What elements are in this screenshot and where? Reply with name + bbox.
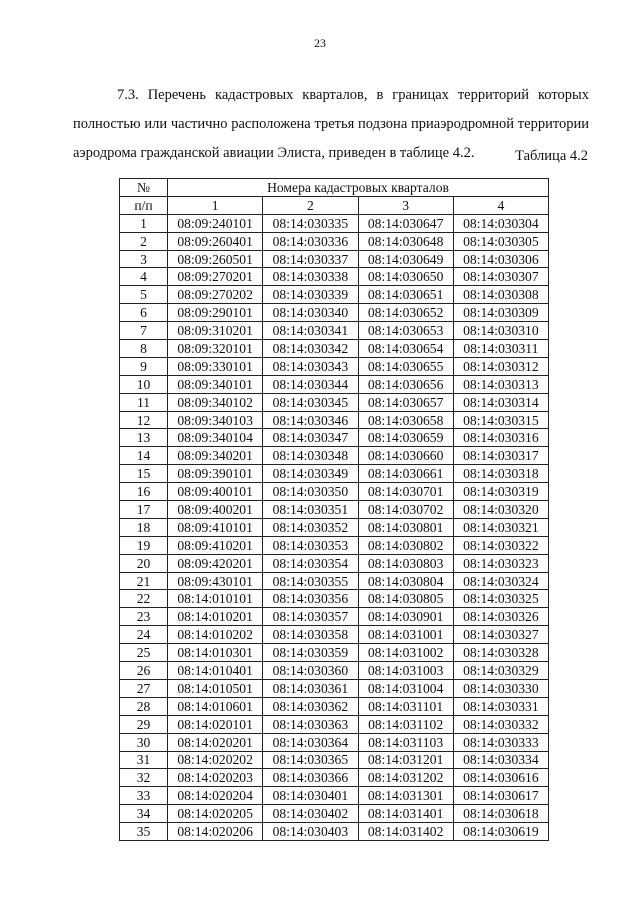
row-number: 2 — [120, 232, 168, 250]
table-row — [120, 715, 549, 733]
table-row — [120, 286, 549, 304]
table-cell: 08:14:030362 — [263, 697, 358, 715]
table-cell: 08:14:030901 — [358, 608, 453, 626]
table-cell: 08:14:020205 — [168, 805, 263, 823]
table-row — [120, 536, 549, 554]
table-cell: 08:09:340101 — [168, 375, 263, 393]
header-num-top: № — [120, 179, 168, 197]
row-number: 21 — [120, 572, 168, 590]
table-cell: 08:14:030305 — [453, 232, 548, 250]
intro-paragraph: 7.3. Перечень кадастровых кварталов, в границах территорий которых полностью или частично расположена третья подзона приаэродромной территории аэродрома гражданской авиации Элиста, приведен в таблице 4.2. — [73, 86, 589, 161]
table-row — [120, 679, 549, 697]
table-cell: 08:14:030317 — [453, 447, 548, 465]
table-row — [120, 662, 549, 680]
table-cell: 08:14:030324 — [453, 572, 548, 590]
table-cell: 08:14:030341 — [263, 322, 358, 340]
table-cell: 08:14:030320 — [453, 501, 548, 519]
header-group: Номера кадастровых кварталов — [168, 179, 549, 197]
table-cell: 08:14:030334 — [453, 751, 548, 769]
table-cell: 08:14:030330 — [453, 679, 548, 697]
table-cell: 08:14:030658 — [358, 411, 453, 429]
table-cell: 08:09:400201 — [168, 501, 263, 519]
table-cell: 08:14:030315 — [453, 411, 548, 429]
table-cell: 08:09:410201 — [168, 536, 263, 554]
table-cell: 08:14:030307 — [453, 268, 548, 286]
row-number: 23 — [120, 608, 168, 626]
table-cell: 08:14:030309 — [453, 304, 548, 322]
table-row — [120, 429, 549, 447]
row-number: 34 — [120, 805, 168, 823]
table-cell: 08:14:030619 — [453, 823, 548, 841]
table-cell: 08:09:400101 — [168, 483, 263, 501]
table-row — [120, 268, 549, 286]
row-number: 32 — [120, 769, 168, 787]
table-cell: 08:14:030304 — [453, 214, 548, 232]
table-cell: 08:14:030803 — [358, 554, 453, 572]
table-cell: 08:14:030345 — [263, 393, 358, 411]
table-row — [120, 250, 549, 268]
row-number: 28 — [120, 697, 168, 715]
table-row — [120, 322, 549, 340]
table-cell: 08:14:030804 — [358, 572, 453, 590]
table-cell: 08:14:010201 — [168, 608, 263, 626]
row-number: 13 — [120, 429, 168, 447]
table-cell: 08:14:030325 — [453, 590, 548, 608]
table-cell: 08:14:031201 — [358, 751, 453, 769]
table-row — [120, 411, 549, 429]
table-cell: 08:14:030332 — [453, 715, 548, 733]
table-cell: 08:09:340102 — [168, 393, 263, 411]
row-number: 15 — [120, 465, 168, 483]
table-cell: 08:14:010202 — [168, 626, 263, 644]
table-row — [120, 483, 549, 501]
table-cell: 08:14:020202 — [168, 751, 263, 769]
table-cell: 08:09:260401 — [168, 232, 263, 250]
table-cell: 08:14:031003 — [358, 662, 453, 680]
table-cell: 08:14:031301 — [358, 787, 453, 805]
row-number: 24 — [120, 626, 168, 644]
table-cell: 08:14:030805 — [358, 590, 453, 608]
table-row — [120, 501, 549, 519]
table-cell: 08:14:030353 — [263, 536, 358, 554]
row-number: 20 — [120, 554, 168, 572]
table-cell: 08:14:030655 — [358, 357, 453, 375]
table-cell: 08:14:030361 — [263, 679, 358, 697]
cadastral-quarters-table — [119, 178, 549, 841]
table-cell: 08:14:030352 — [263, 518, 358, 536]
table-row — [120, 232, 549, 250]
row-number: 11 — [120, 393, 168, 411]
table-cell: 08:14:010601 — [168, 697, 263, 715]
table-cell: 08:14:030340 — [263, 304, 358, 322]
table-row — [120, 751, 549, 769]
row-number: 25 — [120, 644, 168, 662]
row-number: 30 — [120, 733, 168, 751]
row-number: 22 — [120, 590, 168, 608]
table-row — [120, 304, 549, 322]
table-cell: 08:14:030401 — [263, 787, 358, 805]
table-cell: 08:09:270202 — [168, 286, 263, 304]
table-cell: 08:09:420201 — [168, 554, 263, 572]
table-cell: 08:14:030329 — [453, 662, 548, 680]
table-cell: 08:14:020101 — [168, 715, 263, 733]
row-number: 1 — [120, 214, 168, 232]
table-row — [120, 518, 549, 536]
row-number: 18 — [120, 518, 168, 536]
table-cell: 08:14:010501 — [168, 679, 263, 697]
row-number: 16 — [120, 483, 168, 501]
table-cell: 08:14:030326 — [453, 608, 548, 626]
table-cell: 08:14:030316 — [453, 429, 548, 447]
table-cell: 08:14:030314 — [453, 393, 548, 411]
row-number: 8 — [120, 340, 168, 358]
row-number: 4 — [120, 268, 168, 286]
table-cell: 08:14:030365 — [263, 751, 358, 769]
column-header: 1 — [168, 196, 263, 214]
table-cell: 08:14:030306 — [453, 250, 548, 268]
table-cell: 08:14:031004 — [358, 679, 453, 697]
table-cell: 08:14:030347 — [263, 429, 358, 447]
table-cell: 08:14:030351 — [263, 501, 358, 519]
table-row — [120, 644, 549, 662]
table-cell: 08:14:030618 — [453, 805, 548, 823]
table-cell: 08:09:240101 — [168, 214, 263, 232]
table-cell: 08:14:030331 — [453, 697, 548, 715]
table-cell: 08:14:030802 — [358, 536, 453, 554]
table-row — [120, 214, 549, 232]
table-cell: 08:14:030312 — [453, 357, 548, 375]
table-cell: 08:09:310201 — [168, 322, 263, 340]
table-cell: 08:14:030333 — [453, 733, 548, 751]
table-cell: 08:14:030321 — [453, 518, 548, 536]
table-cell: 08:14:030338 — [263, 268, 358, 286]
table-cell: 08:09:340201 — [168, 447, 263, 465]
table-cell: 08:14:030337 — [263, 250, 358, 268]
table-cell: 08:09:340104 — [168, 429, 263, 447]
table-cell: 08:14:031001 — [358, 626, 453, 644]
table-cell: 08:14:030651 — [358, 286, 453, 304]
column-header: 2 — [263, 196, 358, 214]
table-cell: 08:14:010101 — [168, 590, 263, 608]
table-row — [120, 590, 549, 608]
column-header: 4 — [453, 196, 548, 214]
table-cell: 08:14:030661 — [358, 465, 453, 483]
table-cell: 08:14:030354 — [263, 554, 358, 572]
table-cell: 08:14:030310 — [453, 322, 548, 340]
table-cell: 08:14:030363 — [263, 715, 358, 733]
table-row — [120, 608, 549, 626]
table-row — [120, 697, 549, 715]
row-number: 31 — [120, 751, 168, 769]
table-cell: 08:14:020206 — [168, 823, 263, 841]
table-cell: 08:14:020201 — [168, 733, 263, 751]
table-row — [120, 393, 549, 411]
table-cell: 08:14:030308 — [453, 286, 548, 304]
table-cell: 08:14:030402 — [263, 805, 358, 823]
header-num-bottom: п/п — [120, 196, 168, 214]
table-cell: 08:14:030348 — [263, 447, 358, 465]
table-cell: 08:14:031103 — [358, 733, 453, 751]
table-cell: 08:14:031102 — [358, 715, 453, 733]
table-cell: 08:14:031402 — [358, 823, 453, 841]
table-cell: 08:14:030659 — [358, 429, 453, 447]
table-cell: 08:14:030328 — [453, 644, 548, 662]
table-row — [120, 465, 549, 483]
row-number: 3 — [120, 250, 168, 268]
table-cell: 08:14:030346 — [263, 411, 358, 429]
table-cell: 08:14:010301 — [168, 644, 263, 662]
table-cell: 08:14:030616 — [453, 769, 548, 787]
table-cell: 08:09:340103 — [168, 411, 263, 429]
table-header-row — [120, 179, 549, 197]
table-cell: 08:14:030657 — [358, 393, 453, 411]
table-cell: 08:14:031101 — [358, 697, 453, 715]
table-cell: 08:14:030344 — [263, 375, 358, 393]
page-number: 23 — [314, 36, 326, 50]
table-cell: 08:14:030311 — [453, 340, 548, 358]
table-header-row — [120, 196, 549, 214]
table-cell: 08:14:030319 — [453, 483, 548, 501]
table-row — [120, 769, 549, 787]
row-number: 6 — [120, 304, 168, 322]
table-row — [120, 554, 549, 572]
table-cell: 08:14:030323 — [453, 554, 548, 572]
table-cell: 08:14:030356 — [263, 590, 358, 608]
table-cell: 08:14:030313 — [453, 375, 548, 393]
table-cell: 08:14:030357 — [263, 608, 358, 626]
table-cell: 08:14:031002 — [358, 644, 453, 662]
table-cell: 08:09:390101 — [168, 465, 263, 483]
table-row — [120, 823, 549, 841]
table-cell: 08:14:030649 — [358, 250, 453, 268]
row-number: 19 — [120, 536, 168, 554]
table-cell: 08:14:030660 — [358, 447, 453, 465]
table-cell: 08:14:030335 — [263, 214, 358, 232]
table-cell: 08:14:030322 — [453, 536, 548, 554]
table-cell: 08:14:030656 — [358, 375, 453, 393]
table-cell: 08:09:410101 — [168, 518, 263, 536]
table-cell: 08:14:030650 — [358, 268, 453, 286]
table-cell: 08:14:030366 — [263, 769, 358, 787]
table-cell: 08:14:030339 — [263, 286, 358, 304]
table-cell: 08:14:030355 — [263, 572, 358, 590]
row-number: 35 — [120, 823, 168, 841]
table-cell: 08:14:030364 — [263, 733, 358, 751]
table-cell: 08:14:030318 — [453, 465, 548, 483]
table-cell: 08:14:030801 — [358, 518, 453, 536]
table-cell: 08:14:030701 — [358, 483, 453, 501]
table-row — [120, 733, 549, 751]
row-number: 17 — [120, 501, 168, 519]
table-row — [120, 572, 549, 590]
table-cell: 08:09:270201 — [168, 268, 263, 286]
row-number: 27 — [120, 679, 168, 697]
table-cell: 08:14:030342 — [263, 340, 358, 358]
table-row — [120, 447, 549, 465]
table-cell: 08:14:030358 — [263, 626, 358, 644]
table-cell: 08:14:030648 — [358, 232, 453, 250]
table-cell: 08:09:430101 — [168, 572, 263, 590]
table-cell: 08:14:030349 — [263, 465, 358, 483]
table-row — [120, 340, 549, 358]
table-cell: 08:14:030647 — [358, 214, 453, 232]
row-number: 29 — [120, 715, 168, 733]
table-cell: 08:14:031202 — [358, 769, 453, 787]
table-cell: 08:09:320101 — [168, 340, 263, 358]
row-number: 33 — [120, 787, 168, 805]
table-cell: 08:14:030360 — [263, 662, 358, 680]
table-cell: 08:14:030343 — [263, 357, 358, 375]
table-cell: 08:14:020204 — [168, 787, 263, 805]
table-cell: 08:14:030403 — [263, 823, 358, 841]
row-number: 14 — [120, 447, 168, 465]
row-number: 26 — [120, 662, 168, 680]
table-cell: 08:14:030652 — [358, 304, 453, 322]
table-cell: 08:14:030336 — [263, 232, 358, 250]
table-cell: 08:14:010401 — [168, 662, 263, 680]
table-cell: 08:09:290101 — [168, 304, 263, 322]
row-number: 5 — [120, 286, 168, 304]
table-cell: 08:14:031401 — [358, 805, 453, 823]
table-cell: 08:09:330101 — [168, 357, 263, 375]
table-cell: 08:14:030702 — [358, 501, 453, 519]
table-caption: Таблица 4.2 — [515, 148, 588, 164]
row-number: 7 — [120, 322, 168, 340]
table-cell: 08:14:030653 — [358, 322, 453, 340]
table-cell: 08:14:030350 — [263, 483, 358, 501]
row-number: 12 — [120, 411, 168, 429]
table-row — [120, 357, 549, 375]
column-header: 3 — [358, 196, 453, 214]
table-row — [120, 805, 549, 823]
table-row — [120, 787, 549, 805]
table-cell: 08:14:020203 — [168, 769, 263, 787]
table-cell: 08:14:030359 — [263, 644, 358, 662]
table-cell: 08:14:030654 — [358, 340, 453, 358]
row-number: 10 — [120, 375, 168, 393]
row-number: 9 — [120, 357, 168, 375]
table-cell: 08:14:030327 — [453, 626, 548, 644]
table-row — [120, 626, 549, 644]
table-cell: 08:09:260501 — [168, 250, 263, 268]
table-cell: 08:14:030617 — [453, 787, 548, 805]
table-row — [120, 375, 549, 393]
